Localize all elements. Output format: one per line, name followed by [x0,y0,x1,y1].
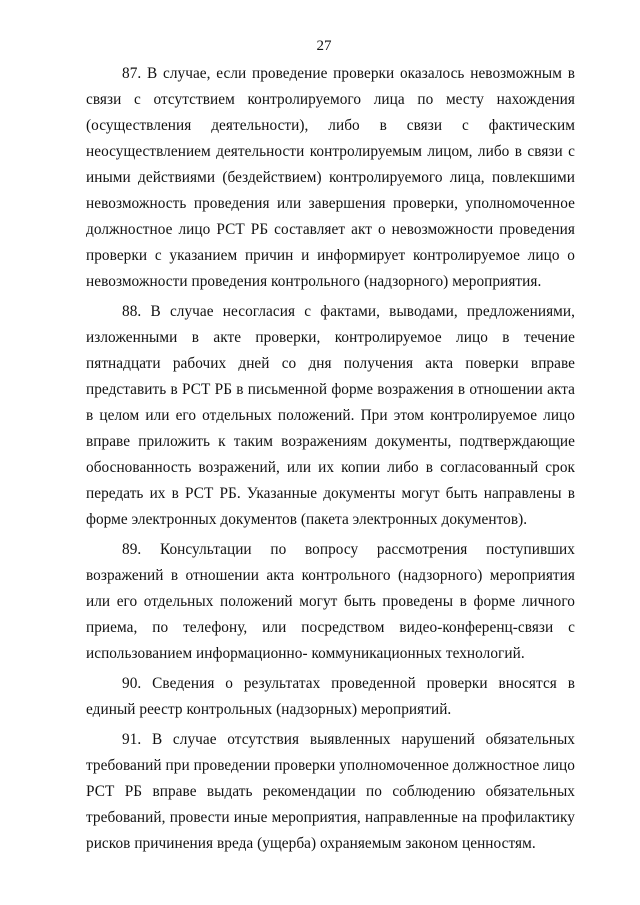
paragraph-87: 87. В случае, если проведение проверки оказалось невозможным в связи с отсутствием контролируемого лица по месту нахождения (осуществления деятельности), либо в связи с фактическим неосуществлением деятельности контролируемым лицом, либо в связи с иными действиями (бездействием) контролируемого лица, повлекшими невозможность проведения или завершения проверки, уполномоченное должностное лицо РСТ РБ составляет акт о невозможности проведения проверки с указанием причин и информирует контролируемое лицо о невозможности проведения контрольного (надзорного) мероприятия. [86,65,575,290]
document-body [86,61,575,861]
paragraph-91: 91. В случае отсутствия выявленных нарушений обязательных требований при проведении проверки уполномоченное должностное лицо РСТ РБ вправе выдать рекомендации по соблюдению обязательных требований, провести иные мероприятия, направленные на профилактику рисков причинения вреда (ущерба) охраняемым законом ценностям. [86,731,575,852]
page-number: 27 [316,38,332,54]
paragraph-90: 90. Сведения о результатах проведенной проверки вносятся в единый реестр контрольных (надзорных) мероприятий. [86,675,575,718]
paragraph-88: 88. В случае несогласия с фактами, выводами, предложениями, изложенными в акте проверки, контролируемое лицо в течение пятнадцати рабочих дней со дня получения акта поверки вправе представить в РСТ РБ в письменной форме возражения в отношении акта в целом или его отдельных положений. При этом контролируемое лицо вправе приложить к таким возражениям документы, подтверждающие обоснованность возражений, или их копии либо в согласованный срок передать их в РСТ РБ. Указанные документы могут быть направлены в форме электронных документов (пакета электронных документов). [86,303,575,528]
paragraph-89: 89. Консультации по вопросу рассмотрения поступивших возражений в отношении акта контрольного (надзорного) мероприятия или его отдельных положений могут быть проведены в форме личного приема, по телефону, или посредством видео-конференц-связи с использованием информационно- коммуникационных технологий. [86,541,575,662]
